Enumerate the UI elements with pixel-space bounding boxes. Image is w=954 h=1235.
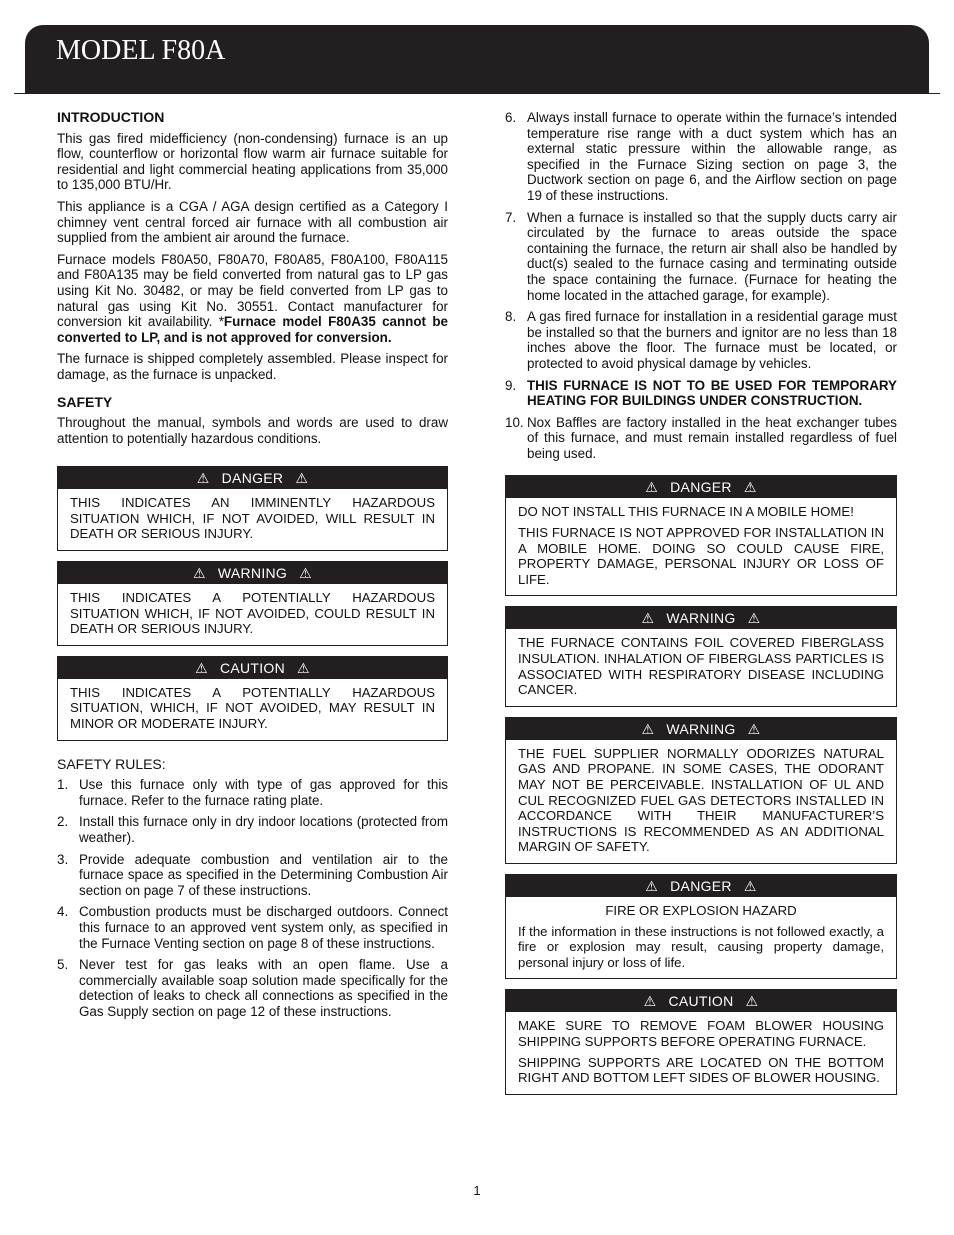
danger-box-title: DANGER — [221, 470, 284, 487]
list-item: 10. Nox Baffles are factory installed in the heat exchanger tubes of this furnace, and must remain installed regardless of fuel being used. — [505, 414, 897, 461]
page-number: 1 — [473, 1183, 481, 1198]
list-item: 5. Never test for gas leaks with an open flame. Use a commercially available soap solution made specifically for the detection of leaks to check all connections as specified in the Gas Supply section on page 12 of these instructions. — [57, 957, 448, 1019]
fiberglass-warning-box — [505, 606, 897, 706]
list-item: 2. Install this furnace only in dry indoor locations (protected from weather). — [57, 814, 448, 845]
warning-box-title: WARNING — [217, 565, 288, 582]
box-text: THE FURNACE CONTAINS FOIL COVERED FIBERGLASS INSULATION. INHALATION OF FIBERGLASS PARTICLES IS ASSOCIATED WITH RESPIRATORY DISEASE INCLUDING CANCER. — [518, 635, 884, 698]
warning-triangle-icon: ⚠ — [295, 470, 309, 487]
warning-triangle-icon: ⚠ — [743, 877, 757, 894]
caution-box — [57, 656, 448, 741]
introduction-heading: INTRODUCTION — [57, 109, 165, 125]
intro-paragraph-1: This gas fired midefficiency (non-condensing) furnace is an up flow, counterflow or horizontal flow warm air furnace suitable for residential and light commercial heating applications from 35,000 to 135,000 BTU/Hr. — [57, 130, 448, 193]
danger-box — [57, 466, 448, 551]
warning-triangle-icon: ⚠ — [747, 610, 761, 627]
intro-paragraph-4: The furnace is shipped completely assembled. Please inspect for damage, as the furnace is unpacked. — [57, 351, 448, 382]
list-item: 7. When a furnace is installed so that the supply ducts carry air circulated by the furnace to areas outside the space containing the furnace, the return air shall also be handled by duct(s) sealed to the furnace casing and terminating outside the space containing the furnace. (Furnace for heating the home located in the attached garage, for example). — [505, 209, 897, 303]
danger-box-header: ⚠ DANGER ⚠ — [506, 476, 896, 498]
list-item: 9. THIS FURNACE IS NOT TO BE USED FOR TEMPORARY HEATING FOR BUILDINGS UNDER CONSTRUCTION. — [505, 377, 897, 409]
mobile-home-danger-box — [505, 475, 897, 596]
caution-box-header — [58, 657, 447, 679]
list-item: 8. A gas fired furnace for installation in a residential garage must be installed so that the burners and ignitor are no less than 18 inches above the floor. The furnace must be located, or protected to avoid physical damage by vehicles. — [505, 309, 897, 371]
shipping-supports-caution-box — [505, 989, 897, 1094]
danger-box-header: ⚠ DANGER ⚠ — [506, 875, 896, 897]
box-text: SHIPPING SUPPORTS ARE LOCATED ON THE BOTTOM RIGHT AND BOTTOM LEFT SIDES OF BLOWER HOUSING. — [518, 1054, 884, 1086]
caution-box-title: CAUTION — [219, 659, 286, 676]
list-item: 6. Always install furnace to operate within the furnace’s intended temperature rise range with a duct system which has an external static pressure within the allowable range, as specified in the Furnace Sizing section on page 3, the Ductwork section on page 6, and the Airflow section on page 19 of these instructions. — [505, 110, 897, 203]
intro-paragraph-3-text: Furnace models F80A50, F80A70, F80A85, F80A100, F80A115 and F80A135 may be field converted from natural gas to LP gas using Kit No. 30482, or may be field converted from LP gas to natural gas using Kit No. 30551. Contact manufacturer for conversion kit availability. * — [57, 251, 448, 330]
warning-triangle-icon: ⚠ — [645, 479, 659, 496]
safety-rules-list — [57, 777, 448, 1019]
left-column — [57, 110, 448, 1026]
safety-heading: SAFETY — [57, 393, 113, 410]
box-text: THIS FURNACE IS NOT APPROVED FOR INSTALLATION IN A MOBILE HOME. DOING SO COULD CAUSE FIRE, PROPERTY DAMAGE, PERSONAL INJURY OR LOSS OF LIFE. — [518, 525, 884, 587]
warning-triangle-icon: ⚠ — [195, 659, 208, 676]
warning-triangle-icon: ⚠ — [747, 720, 761, 737]
intro-paragraph-3-bold: Furnace model F80A35 cannot be converted to LP, and is not approved for conversion. — [57, 314, 448, 345]
box-text: MAKE SURE TO REMOVE FOAM BLOWER HOUSING SHIPPING SUPPORTS BEFORE OPERATING FURNACE. — [518, 1018, 884, 1049]
warning-triangle-icon: ⚠ — [641, 610, 655, 627]
box-text: If the information in these instructions is not followed exactly, a fire or explosion may result, causing property damage, personal injury or loss of life. — [518, 923, 884, 970]
warning-box-header: ⚠ WARNING ⚠ — [506, 607, 896, 629]
warning-triangle-icon: ⚠ — [196, 470, 210, 487]
warning-triangle-icon: ⚠ — [193, 565, 206, 582]
warning-box — [57, 561, 448, 646]
warning-box-text: THIS INDICATES A POTENTIALLY HAZARDOUS SITUATION WHICH, IF NOT AVOIDED, COULD RESULT IN DEATH OR SERIOUS INJURY. — [70, 590, 435, 637]
warning-triangle-icon: ⚠ — [643, 993, 657, 1010]
list-item: 3. Provide adequate combustion and ventilation air to the furnace space as specified in the Determining Combustion Air section on page 7 of these instructions. — [57, 851, 448, 898]
safety-rules-list-continued — [505, 110, 897, 461]
safety-paragraph: Throughout the manual, symbols and words are used to draw attention to potentially hazardous conditions. — [57, 415, 448, 446]
list-item: 4. Combustion products must be discharged outdoors. Connect this furnace to an approved vent system only, as specified in the Furnace Venting section on page 8 of these instructions. — [57, 904, 448, 951]
page-title: MODEL F80A — [56, 35, 226, 66]
list-item: 1. Use this furnace only with type of gas approved for this furnace. Refer to the furnace rating plate. — [57, 777, 448, 808]
warning-triangle-icon: ⚠ — [641, 720, 655, 737]
warning-triangle-icon: ⚠ — [645, 877, 659, 894]
danger-box-header — [58, 467, 447, 489]
intro-paragraph-3 — [57, 252, 448, 346]
warning-box-header — [58, 562, 447, 584]
danger-box-text: THIS INDICATES AN IMMINENTLY HAZARDOUS SITUATION WHICH, IF NOT AVOIDED, WILL RESULT IN DEATH OR SERIOUS INJURY. — [70, 495, 435, 542]
warning-triangle-icon: ⚠ — [299, 565, 312, 582]
caution-box-text: THIS INDICATES A POTENTIALLY HAZARDOUS SITUATION, WHICH, IF NOT AVOIDED, MAY RESULT IN MINOR OR MODERATE INJURY. — [70, 684, 435, 732]
odorant-warning-box — [505, 717, 897, 864]
warning-triangle-icon: ⚠ — [745, 993, 759, 1010]
fire-explosion-danger-box — [505, 874, 897, 979]
right-column — [505, 110, 897, 1105]
page-header — [25, 25, 929, 93]
box-subtitle: FIRE OR EXPLOSION HAZARD — [605, 902, 797, 918]
box-text: DO NOT INSTALL THIS FURNACE IN A MOBILE HOME! — [518, 504, 854, 520]
box-text: THE FUEL SUPPLIER NORMALLY ODORIZES NATURAL GAS AND PROPANE. IN SOME CASES, THE ODORANT MAY NOT BE PERCEIVABLE. INSTALLATION OF UL AND CUL RECOGNIZED FUEL GAS DETECTORS INSTALLED IN ACCORDANCE WITH THEIR MANUFACTURER’S INSTRUCTIONS IS RECOMMENDED AS AN ADDITIONAL MARGIN OF SAFETY. — [518, 745, 884, 855]
header-rule — [14, 93, 940, 94]
safety-rules-title: SAFETY RULES: — [57, 755, 166, 772]
intro-paragraph-2: This appliance is a CGA / AGA design certified as a Category I chimney vent central forced air furnace with all combustion air supplied from the ambient air around the furnace. — [57, 198, 448, 246]
warning-triangle-icon: ⚠ — [743, 479, 757, 496]
warning-triangle-icon: ⚠ — [297, 659, 310, 676]
warning-box-header: ⚠ WARNING ⚠ — [506, 718, 896, 740]
caution-box-header: ⚠ CAUTION ⚠ — [506, 990, 896, 1012]
